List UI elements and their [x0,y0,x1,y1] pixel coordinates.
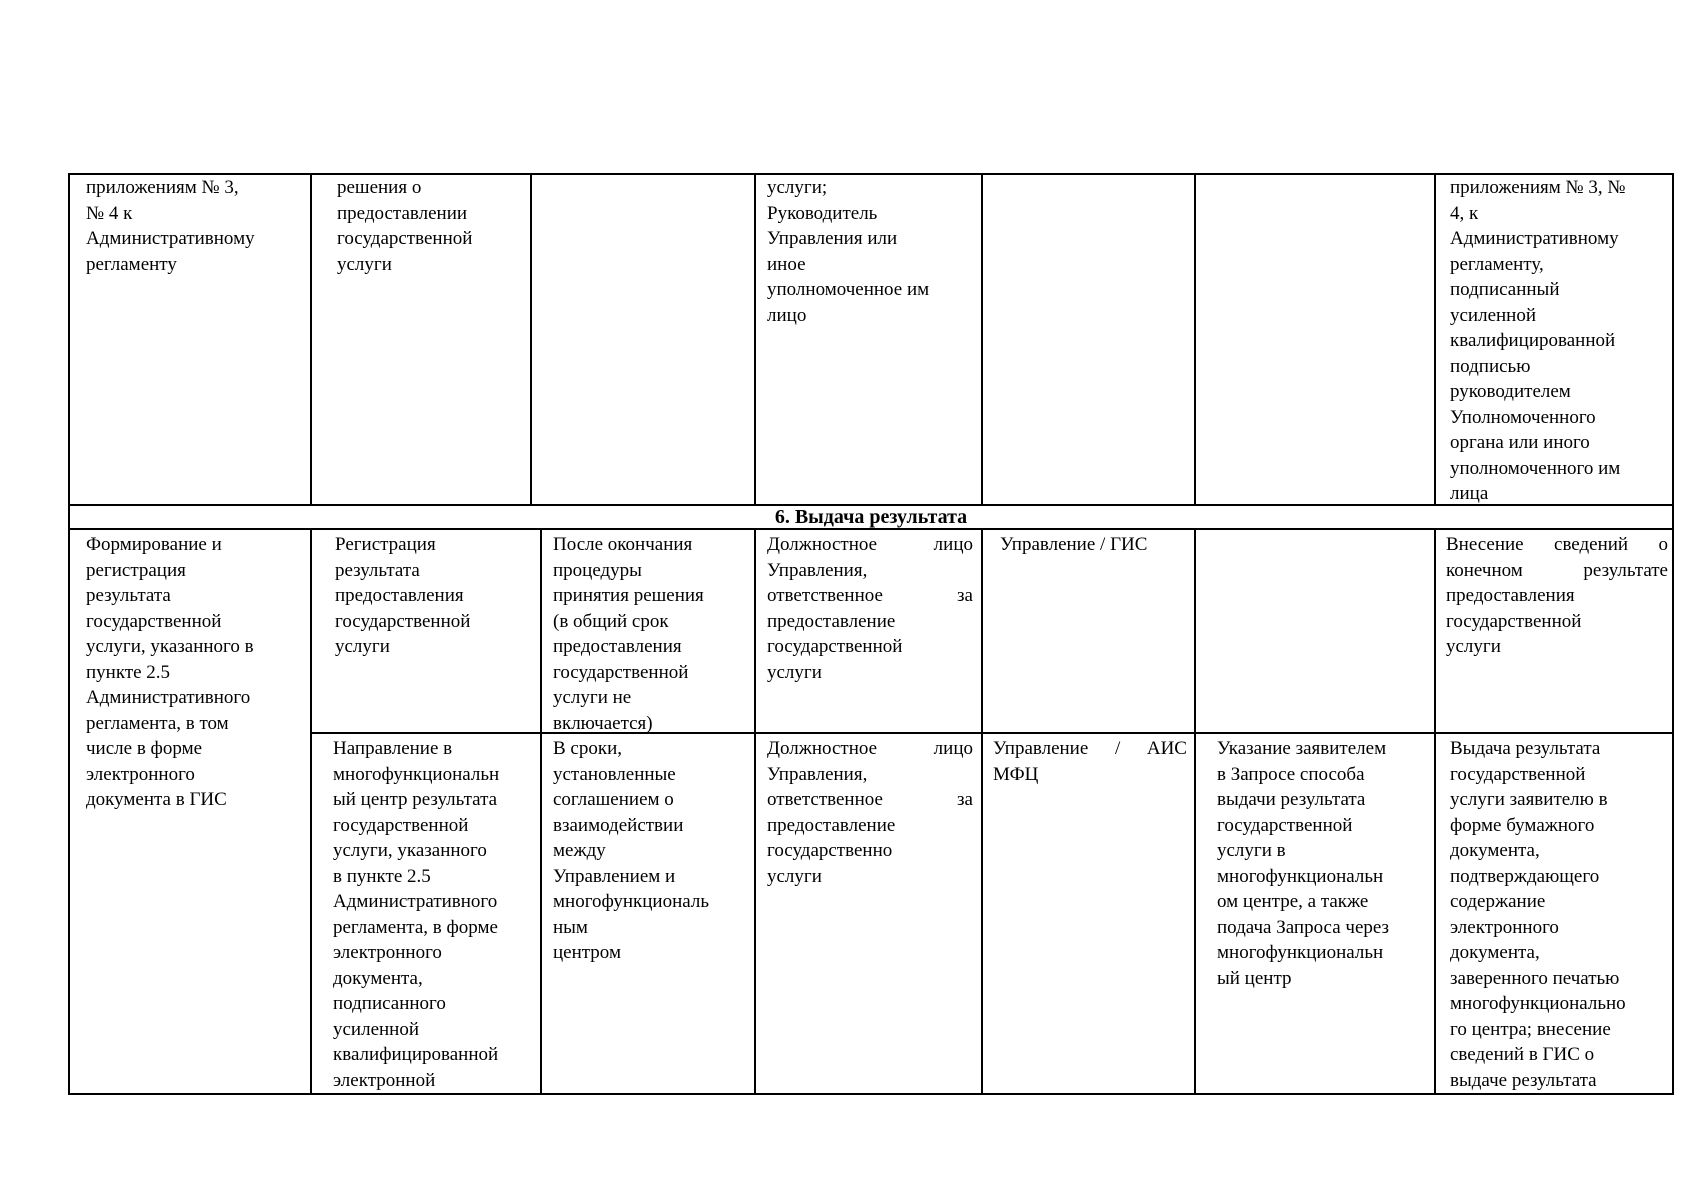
justified-line: ответственное за [767,789,973,810]
row1-col2-cell: решения о предоставлении государственной услуги [337,177,473,275]
cell-text: предоставление государственной услуги [767,610,903,683]
cell-text: предоставления государственной услуги [1446,585,1582,657]
cell-text: МФЦ [993,763,1039,785]
row3-col4-cell [767,736,973,889]
justified-line: Внесение сведений о [1446,534,1668,555]
col-border-4 [981,173,983,506]
row2-col5-cell: Управление / ГИС [1000,534,1148,555]
justified-line: конечном результате [1446,559,1668,581]
row2-col7-cell [1446,532,1668,660]
col-border-left [68,173,70,1095]
row2-col2-cell: Регистрация результата предоставления государственной услуги [335,534,471,657]
justified-line: Управления, [767,763,868,785]
col-border-right [1672,173,1674,1095]
col-border-5-lower [1194,528,1196,1095]
row1-col7-cell: приложениям № 3, № 4, к Административному регламенту, подписанный усиленной квалифицированной подписью руководителем Уполномоченного органа или иного уполномоченного им лица [1450,177,1626,504]
row-divider [310,732,1674,734]
justified-line: ответственное за [767,585,973,606]
row1-col1-cell: приложениям № 3, № 4 к Административному регламенту [86,177,255,275]
col-border-1-lower [310,528,312,1095]
row2-col4-cell [767,532,973,685]
row3-col2-cell: Направление в многофункциональн ый центр результата государственной услуги, указанного в пункте 2.5 Административного регламента, в форме электронного документа, подписанного усиленной квалифицированной электронной [333,738,500,1091]
cell-text: предоставление государственно услуги [767,814,896,887]
col-border-3-lower [754,528,756,1095]
section-title: 6. Выдача результата [774,506,968,528]
row3-col5-cell [993,736,1187,787]
justified-line: Управление / АИС [993,738,1187,759]
row3-col6-cell: Указание заявителем в Запросе способа выдачи результата государственной услуги в многофункциональн ом центре, а также подача Запроса через многофункциональн ый центр [1217,738,1390,989]
justified-line: Должностное лицо [767,738,973,759]
col-border-6 [1434,173,1436,506]
row3-col7-cell: Выдача результата государственной услуги заявителю в форме бумажного документа, подтверждающего содержание электронного документа, заверенного печатью многофункционально го центра; внесение сведений в ГИС о выдаче результата [1450,738,1626,1091]
row1-col4-cell: услуги; Руководитель Управления или иное уполномоченное им лицо [767,177,930,326]
justified-line: Управления, [767,559,868,581]
col-border-5 [1194,173,1196,506]
justified-line: Должностное лицо [767,534,973,555]
row2-col3-cell: После окончания процедуры принятия решения (в общий срок предоставления государственной услуги не включается) [553,534,704,734]
row2-col1-cell: Формирование и регистрация результата государственной услуги, указанного в пункте 2.5 Административного регламента, в том числе в форме электронного документа в ГИС [86,534,254,810]
row3-col3-cell: В сроки, установленные соглашением о взаимодействии между Управлением и многофункциональ ным центром [553,738,709,963]
col-border-2 [530,173,532,506]
col-border-1 [310,173,312,506]
col-border-2-lower [540,528,542,1095]
col-border-4-lower [981,528,983,1095]
col-border-6-lower [1434,528,1436,1095]
col-border-3 [754,173,756,506]
